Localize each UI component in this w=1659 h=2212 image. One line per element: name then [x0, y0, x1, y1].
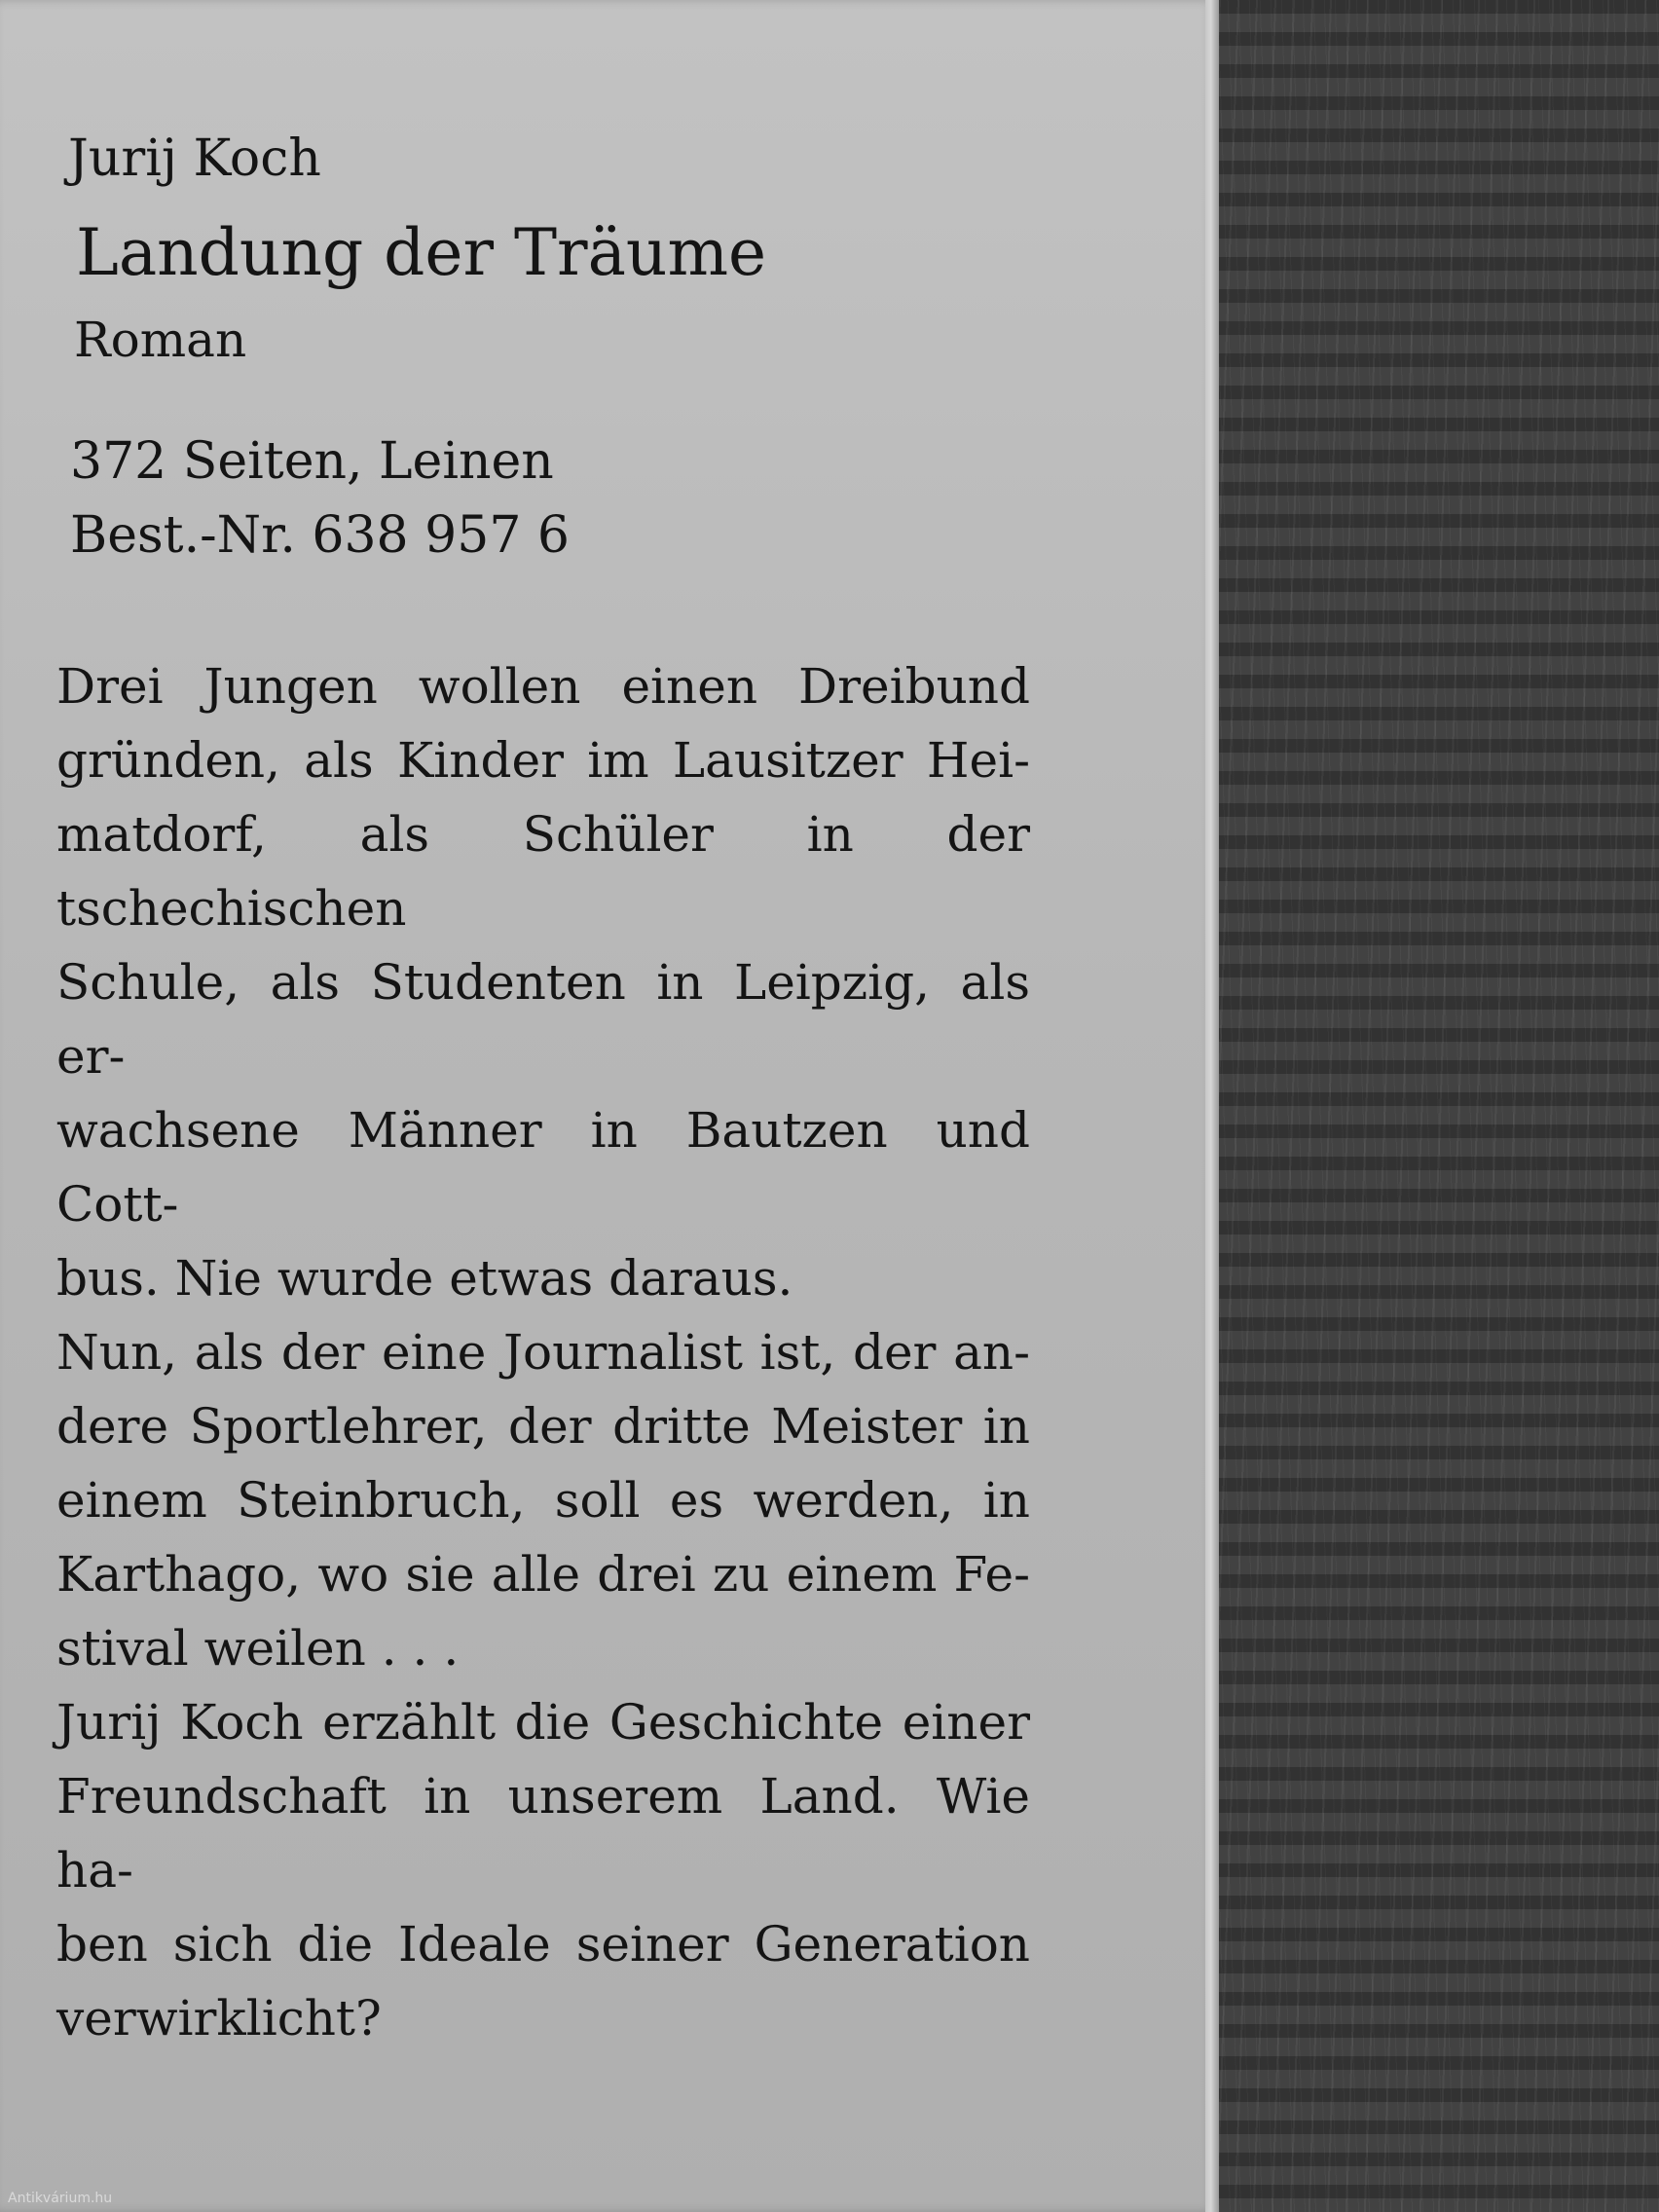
- blurb-line: dere Sportlehrer, der dritte Meister in: [56, 1398, 1030, 1455]
- pages-binding: 372 Seiten, Leinen: [70, 432, 554, 491]
- blurb-line: verwirklicht?: [56, 1990, 382, 2046]
- blurb-line: ben sich die Ideale seiner Generation: [56, 1916, 1030, 1972]
- blurb-line: bus. Nie wurde etwas daraus.: [56, 1250, 793, 1307]
- blurb-line: gründen, als Kinder im Lausitzer Hei-: [56, 732, 1030, 789]
- blurb-line: einem Steinbruch, soll es werden, in: [56, 1472, 1030, 1529]
- watermark: Antikvárium.hu: [8, 2191, 113, 2206]
- blurb-line: wachsene Männer in Bautzen und Cott-: [56, 1102, 1030, 1233]
- order-number: Best.-Nr. 638 957 6: [70, 506, 571, 565]
- blurb-line: Schule, als Studenten in Leipzig, als er-: [56, 954, 1030, 1085]
- blurb-line: Jurij Koch erzählt die Geschichte einer: [56, 1694, 1030, 1751]
- blurb-line: Nun, als der eine Journalist ist, der an-: [56, 1324, 1030, 1381]
- blurb-text: [56, 649, 1030, 2055]
- blurb-line: Freundschaft in unserem Land. Wie ha-: [56, 1768, 1030, 1899]
- blurb-line: stival weilen . . .: [56, 1620, 460, 1677]
- blurb-line: Karthago, wo sie alle drei zu einem Fe-: [56, 1546, 1030, 1603]
- author-name: Jurij Koch: [68, 129, 321, 188]
- book-details: [70, 424, 570, 572]
- blurb-line: Drei Jungen wollen einen Dreibund: [56, 658, 1030, 715]
- book-title: Landung der Träume: [76, 215, 767, 290]
- blurb-line: matdorf, als Schüler in der tschechischen: [56, 806, 1030, 937]
- textured-background: [1219, 0, 1659, 2212]
- book-genre: Roman: [74, 312, 247, 368]
- page-edge: [1205, 0, 1219, 2212]
